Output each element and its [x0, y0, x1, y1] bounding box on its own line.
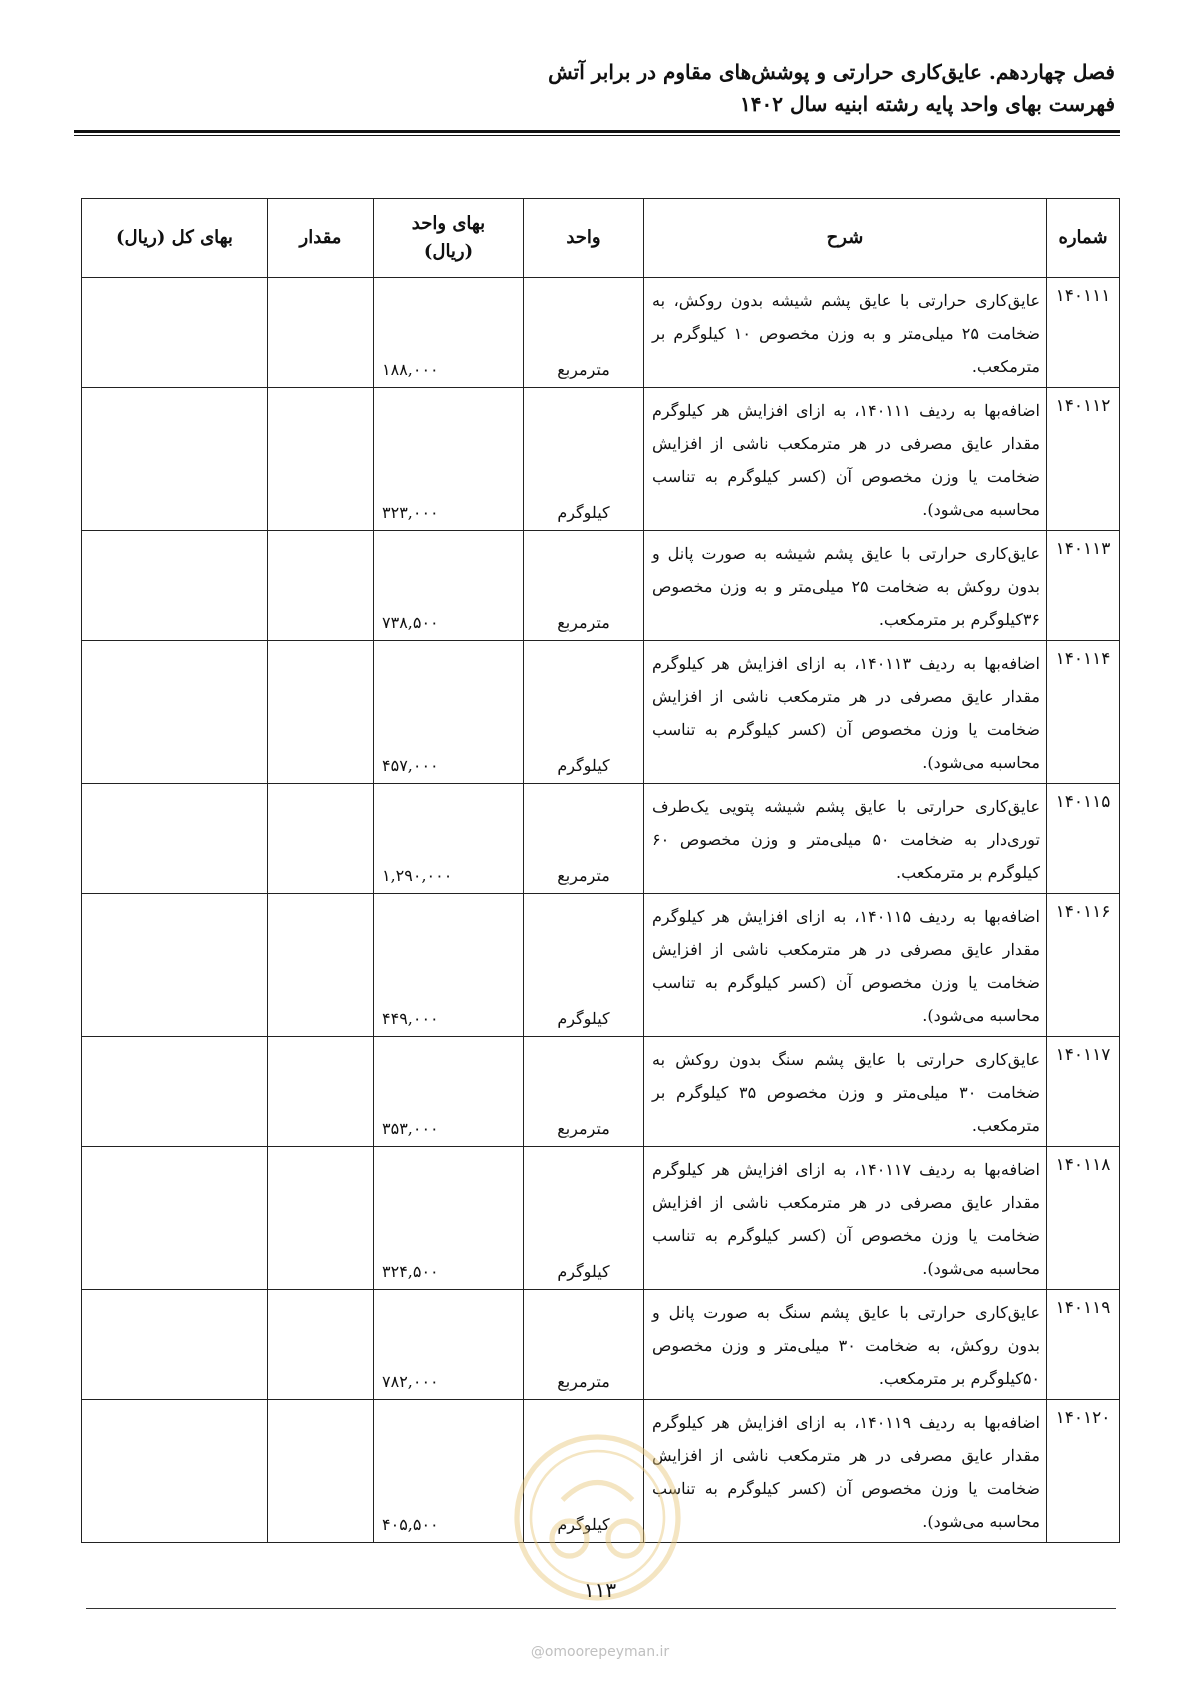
row-unit-price: ۳۲۴,۵۰۰ [374, 1147, 524, 1290]
col-unit-price-header [374, 199, 524, 278]
row-total-price [82, 894, 268, 1037]
col-quantity-header: مقدار [268, 199, 374, 278]
row-quantity [268, 388, 374, 531]
row-total-price [82, 784, 268, 894]
row-total-price [82, 278, 268, 388]
unit-price-header-line2: (ریال) [423, 241, 474, 262]
row-description: عایق‌کاری حرارتی با عایق پشم سنگ بدون روکش به ضخامت ۳۰ میلی‌متر و وزن مخصوص ۳۵ کیلوگرم بر مترمکعب. [644, 1037, 1047, 1147]
row-unit-price: ۳۲۳,۰۰۰ [374, 388, 524, 531]
row-unit-price: ۷۸۲,۰۰۰ [374, 1290, 524, 1400]
row-code: ۱۴۰۱۱۹ [1047, 1290, 1120, 1400]
row-description: عایق‌کاری حرارتی با عایق پشم شیشه به صورت پانل و بدون روکش به ضخامت ۲۵ میلی‌متر و به وزن مخصوص ۳۶کیلوگرم بر مترمکعب. [644, 531, 1047, 641]
row-unit: کیلوگرم [524, 641, 644, 784]
row-total-price [82, 1400, 268, 1543]
row-quantity [268, 278, 374, 388]
site-watermark: @omoorepeyman.ir [530, 1644, 670, 1660]
page-number: ۱۱۳ [583, 1578, 617, 1602]
row-quantity [268, 1290, 374, 1400]
table-row [82, 1037, 1120, 1147]
row-total-price [82, 531, 268, 641]
row-unit: مترمربع [524, 1037, 644, 1147]
row-quantity [268, 641, 374, 784]
col-description-header: شرح [644, 199, 1047, 278]
row-unit: کیلوگرم [524, 1147, 644, 1290]
row-description: اضافه‌بها به ردیف ۱۴۰۱۱۳، به ازای افزایش هر کیلوگرم مقدار عایق مصرفی در هر مترمکعب ناشی از افزایش ضخامت یا وزن مخصوص آن (کسر کیلوگرم به تناسب محاسبه می‌شود). [644, 641, 1047, 784]
row-unit-price: ۱۸۸,۰۰۰ [374, 278, 524, 388]
row-unit: مترمربع [524, 278, 644, 388]
row-code: ۱۴۰۱۱۳ [1047, 531, 1120, 641]
row-quantity [268, 784, 374, 894]
header-rule-thick [74, 130, 1120, 133]
row-quantity [268, 1037, 374, 1147]
row-total-price [82, 1037, 268, 1147]
table-row [82, 278, 1120, 388]
row-total-price [82, 388, 268, 531]
table-row [82, 894, 1120, 1037]
row-unit-price: ۴۵۷,۰۰۰ [374, 641, 524, 784]
row-total-price [82, 1147, 268, 1290]
row-unit: مترمربع [524, 1290, 644, 1400]
row-code: ۱۴۰۱۲۰ [1047, 1400, 1120, 1543]
table-row [82, 531, 1120, 641]
row-description: اضافه‌بها به ردیف ۱۴۰۱۱۹، به ازای افزایش هر کیلوگرم مقدار عایق مصرفی در هر مترمکعب ناشی از افزایش ضخامت یا وزن مخصوص آن (کسر کیلوگرم به تناسب محاسبه می‌شود). [644, 1400, 1047, 1543]
col-unit-header: واحد [524, 199, 644, 278]
header-rule-thin [74, 135, 1120, 136]
row-description: اضافه‌بها به ردیف ۱۴۰۱۱۵، به ازای افزایش هر کیلوگرم مقدار عایق مصرفی در هر مترمکعب ناشی از افزایش ضخامت یا وزن مخصوص آن (کسر کیلوگرم به تناسب محاسبه می‌شود). [644, 894, 1047, 1037]
row-unit-price: ۳۵۳,۰۰۰ [374, 1037, 524, 1147]
row-code: ۱۴۰۱۱۲ [1047, 388, 1120, 531]
row-unit: کیلوگرم [524, 894, 644, 1037]
row-description: اضافه‌بها به ردیف ۱۴۰۱۱۱، به ازای افزایش هر کیلوگرم مقدار عایق مصرفی در هر مترمکعب ناشی از افزایش ضخامت یا وزن مخصوص آن (کسر کیلوگرم به تناسب محاسبه می‌شود). [644, 388, 1047, 531]
row-unit-price: ۴۰۵,۵۰۰ [374, 1400, 524, 1543]
row-description: عایق‌کاری حرارتی با عایق پشم شیشه بدون روکش، به ضخامت ۲۵ میلی‌متر و به وزن مخصوص ۱۰ کیلوگرم بر مترمکعب. [644, 278, 1047, 388]
unit-price-header-line1: بهای واحد [411, 213, 486, 234]
row-description: عایق‌کاری حرارتی با عایق پشم شیشه پتویی یک‌طرف توری‌دار به ضخامت ۵۰ میلی‌متر و وزن مخصوص ۶۰ کیلوگرم بر مترمکعب. [644, 784, 1047, 894]
list-title: فهرست بهای واحد پایه رشته ابنیه سال ۱۴۰۲ [740, 92, 1115, 116]
row-code: ۱۴۰۱۱۶ [1047, 894, 1120, 1037]
price-table [81, 198, 1120, 1543]
row-code: ۱۴۰۱۱۷ [1047, 1037, 1120, 1147]
row-quantity [268, 531, 374, 641]
col-total-header: بهای کل (ریال) [82, 199, 268, 278]
row-unit-price: ۷۳۸,۵۰۰ [374, 531, 524, 641]
row-total-price [82, 641, 268, 784]
row-code: ۱۴۰۱۱۱ [1047, 278, 1120, 388]
row-description: اضافه‌بها به ردیف ۱۴۰۱۱۷، به ازای افزایش هر کیلوگرم مقدار عایق مصرفی در هر مترمکعب ناشی از افزایش ضخامت یا وزن مخصوص آن (کسر کیلوگرم به تناسب محاسبه می‌شود). [644, 1147, 1047, 1290]
table-row [82, 1290, 1120, 1400]
table-row [82, 1147, 1120, 1290]
row-code: ۱۴۰۱۱۸ [1047, 1147, 1120, 1290]
table-row [82, 388, 1120, 531]
row-unit: مترمربع [524, 784, 644, 894]
row-quantity [268, 894, 374, 1037]
table-body [82, 278, 1120, 1543]
row-unit: کیلوگرم [524, 388, 644, 531]
row-description: عایق‌کاری حرارتی با عایق پشم سنگ به صورت پانل و بدون روکش، به ضخامت ۳۰ میلی‌متر و وزن مخصوص ۵۰کیلوگرم بر مترمکعب. [644, 1290, 1047, 1400]
col-code-header: شماره [1047, 199, 1120, 278]
row-code: ۱۴۰۱۱۴ [1047, 641, 1120, 784]
row-quantity [268, 1147, 374, 1290]
table-row [82, 784, 1120, 894]
row-code: ۱۴۰۱۱۵ [1047, 784, 1120, 894]
row-unit: کیلوگرم [524, 1400, 644, 1543]
page-header [75, 56, 1115, 120]
row-unit-price: ۴۴۹,۰۰۰ [374, 894, 524, 1037]
row-unit: مترمربع [524, 531, 644, 641]
row-unit-price: ۱,۲۹۰,۰۰۰ [374, 784, 524, 894]
row-total-price [82, 1290, 268, 1400]
chapter-title: فصل چهاردهم. عایق‌کاری حرارتی و پوشش‌های مقاوم در برابر آتش [548, 60, 1115, 84]
footer-rule [86, 1608, 1116, 1609]
row-quantity [268, 1400, 374, 1543]
table-row [82, 641, 1120, 784]
table-header-row [82, 199, 1120, 278]
